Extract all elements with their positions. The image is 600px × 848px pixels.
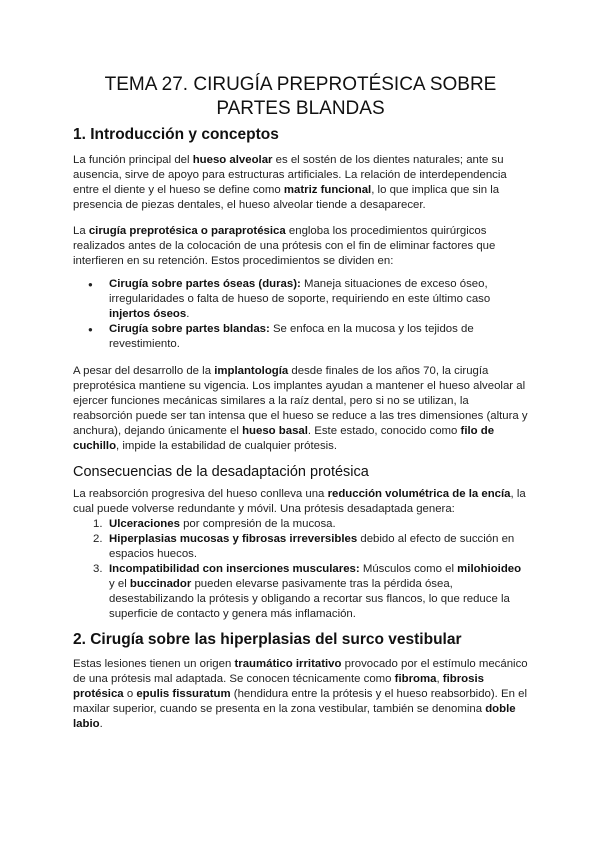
subsection-heading: Consecuencias de la desadaptación protésica [73, 464, 369, 480]
bold-term: Hiperplasias mucosas y fibrosas irreversibles [109, 533, 358, 545]
text-run: Maneja situaciones de exceso óseo, irregularidades o falta de hueso de soporte, requiriendo en este último caso [109, 278, 491, 305]
text-run: La [73, 225, 89, 237]
bold-term: reducción volumétrica de la encía [327, 488, 511, 500]
numbered-item [73, 562, 528, 622]
section-1-paragraph-2 [73, 224, 528, 269]
text-run: por compresión de la mucosa. [179, 518, 336, 530]
text-run: . [99, 718, 103, 730]
text-run: , [436, 673, 443, 685]
bold-term: matriz funcional [283, 184, 372, 196]
item-number: 2. [93, 533, 103, 545]
bold-term: injertos óseos [109, 308, 187, 320]
text-run: . Este estado, conocido como [307, 425, 461, 437]
bullet-item [73, 322, 528, 352]
bullet-icon: ● [88, 325, 93, 334]
bold-term: filo de cuchillo [73, 425, 495, 452]
subsection-numbered-list [73, 517, 528, 622]
bullet-icon: ● [88, 280, 93, 289]
text-run: La función principal del [73, 154, 193, 166]
text-run: Estas lesiones tienen un origen [73, 658, 235, 670]
text-run: o [123, 688, 137, 700]
text-run: provocado por el estímulo mecánico de una prótesis mal adaptada. Se conocen técnicamente como [73, 658, 528, 685]
bold-term: hueso alveolar [192, 154, 273, 166]
section-1-heading: 1. Introducción y conceptos [73, 126, 279, 143]
text-run: es el sostén de los dientes naturales; ante su ausencia, sirve de apoyo para estructuras artificiales. La relación de interdependencia entre el diente y el hueso se define como [73, 154, 507, 196]
bold-term: cirugía preprotésica o paraprotésica [88, 225, 286, 237]
section-1-paragraph-3 [73, 364, 528, 454]
section-2-heading: 2. Cirugía sobre las hiperplasias del surco vestibular [73, 631, 462, 648]
bold-term: buccinador [129, 578, 192, 590]
bold-term: Incompatibilidad con inserciones musculares: [109, 563, 360, 575]
item-number: 3. [93, 563, 103, 575]
bold-term: Cirugía sobre partes blandas: [109, 323, 270, 335]
text-run: y el [109, 578, 130, 590]
bullet-item [73, 277, 528, 322]
numbered-item [73, 532, 528, 562]
text-run: pueden elevarse pasivamente tras la pérdida ósea, desestabilizando la prótesis y obligando a recortar sus flancos, lo que reduce la superficie de contacto y genera más inflamación. [109, 578, 510, 620]
text-run: engloba los procedimientos quirúrgicos realizados antes de la colocación de una prótesis con el fin de eliminar factores que interfieren en su retención. Estos procedimientos se dividen en: [73, 225, 496, 267]
subsection-paragraph [73, 487, 528, 517]
document-title: TEMA 27. CIRUGÍA PREPROTÉSICA SOBRE PARTES BLANDAS [104, 74, 497, 119]
bold-term: hueso basal [242, 425, 308, 437]
bold-term: epulis fissuratum [136, 688, 231, 700]
bold-term: implantología [214, 365, 289, 377]
text-run: Músculos como el [359, 563, 458, 575]
text-run: , lo que implica que sin la presencia de piezas dentales, el hueso alveolar tiende a desaparecer. [73, 184, 500, 211]
text-run: La reabsorción progresiva del hueso conlleva una [73, 488, 328, 500]
bold-term: milohioideo [457, 563, 522, 575]
section-1-paragraph-1 [73, 153, 528, 213]
bold-term: Ulceraciones [109, 518, 180, 530]
bold-term: traumático irritativo [234, 658, 342, 670]
text-run: Se enfoca en la mucosa y los tejidos de revestimiento. [109, 323, 474, 350]
text-run: desde finales de los años 70, la cirugía preprotésica mantiene su vigencia. Los implantes ayudan a mantener el hueso alveolar al ejercer funciones mecánicas similares a la raíz dental, pero si no se utilizan, la reabsorción puede ser tan intensa que el hueso se reduce a las tres dimensiones (altura y anchura), dejando únicamente el [73, 365, 528, 437]
item-number: 1. [93, 518, 103, 530]
text-run: . [186, 308, 190, 320]
text-run: , impide la estabilidad de cualquier prótesis. [116, 440, 338, 452]
section-1-bullet-list [73, 277, 528, 352]
numbered-item [73, 517, 528, 532]
bold-term: fibroma [394, 673, 437, 685]
bold-term: fibrosis protésica [73, 673, 484, 700]
bold-term: doble labio [73, 703, 516, 730]
bold-term: Cirugía sobre partes óseas (duras): [109, 278, 301, 290]
text-run: debido al efecto de succión en espacios huecos. [109, 533, 515, 560]
text-run: (hendidura entre la prótesis y el hueso reabsorbido). En el maxilar superior, cuando se presenta en la zona vestibular, también se denomina [73, 688, 527, 715]
text-run: A pesar del desarrollo de la [73, 365, 215, 377]
section-2-paragraph-1 [73, 657, 528, 732]
text-run: , la cual puede volverse redundante y móvil. Una prótesis desadaptada genera: [73, 488, 526, 515]
